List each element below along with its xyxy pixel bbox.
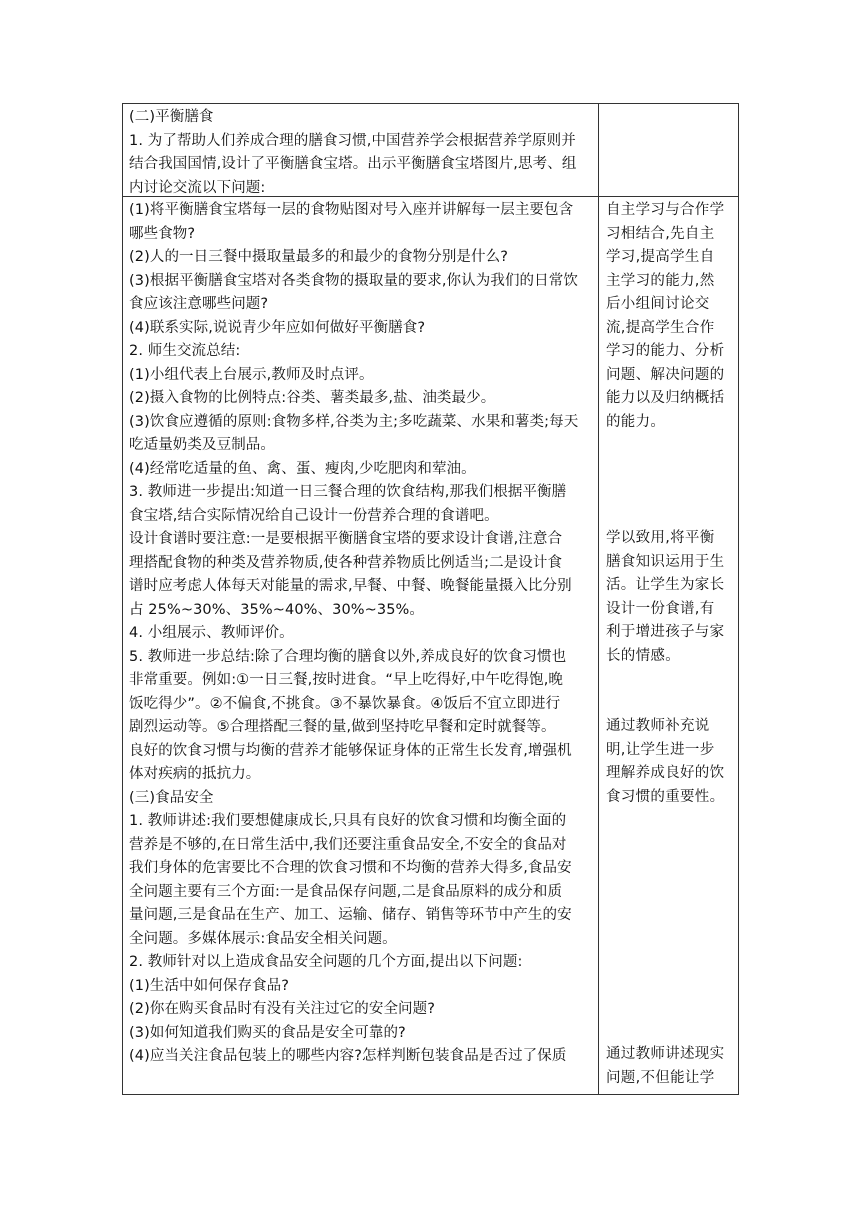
note-line: 流,提高学生合作 [606,319,715,336]
text-line: 体对疾病的抵抗力。 [129,766,261,782]
text-line: 营养是不够的,在日常生活中,我们还要注重食品安全,不安全的食品对 [129,836,567,853]
note-apply [606,527,724,668]
text-line: (3)如何知道我们购买的食品是安全可靠的? [129,1024,406,1041]
content-cell [123,104,599,196]
note-safety [606,1043,724,1090]
text-line: 良好的饮食习惯与均衡的营养才能够保证身体的正常生长发育,增强机 [129,742,572,759]
note-line: 后小组间讨论交 [606,296,710,312]
text-line: (3)根据平衡膳食宝塔对各类食物的摄取量的要求,你认为我们的日常饮 [129,272,578,289]
text-line: 结合我国国情,设计了平衡膳食宝塔。出示平衡膳食宝塔图片,思考、组 [129,156,577,172]
text-line: 全问题。多媒体展示:食品安全相关问题。 [129,930,397,947]
text-line: 剧烈运动等。⑤合理搭配三餐的量,做到坚持吃早餐和定时就餐等。 [129,719,556,735]
note-line: 设计一份食谱,有 [606,600,715,617]
note-line: 问题,不但能让学 [606,1069,715,1086]
note-line: 学习,提高学生自 [606,249,715,265]
note-line: 利于增进孩子与家 [606,624,725,640]
text-line: 内讨论交流以下问题: [129,179,266,196]
note-line: 明,让学生进一步 [606,741,715,758]
text-line: (4)经常吃适量的鱼、禽、蛋、瘦肉,少吃肥肉和荤油。 [129,460,476,477]
content-cell [123,197,599,1094]
text-line: (2)摄入食物的比例特点:谷类、薯类最多,盐、油类最少。 [129,390,496,406]
table-row [123,196,738,1094]
text-line: 哪些食物? [129,225,196,242]
lesson-table [122,103,739,1095]
note-line: 主学习的能力,然 [606,272,715,289]
note-line: 习相结合,先自主 [606,225,715,242]
note-line: 自主学习与合作学 [606,202,725,218]
text-line: 食宝塔,结合实际情况给自己设计一份营养合理的食谱吧。 [129,507,499,524]
note-line: 问题、解决问题的 [606,366,725,383]
text-line: 食应该注意哪些问题? [129,296,269,312]
text-line: (1)将平衡膳食宝塔每一层的食物贴图对号入座并讲解每一层主要包含 [129,202,574,218]
note-line: 膳食知识运用于生 [606,553,725,570]
text-line: (3)饮食应遵循的原则:食物多样,谷类为主;多吃蔬菜、水果和薯类;每天 [129,413,579,430]
text-line: 吃适量奶类及豆制品。 [129,437,275,453]
note-self-study [606,199,724,434]
note-line: 通过教师讲述现实 [606,1046,725,1062]
text-line: (2)人的一日三餐中摄取量最多的和最少的食物分别是什么? [129,249,509,265]
note-line: 学以致用,将平衡 [606,530,715,546]
text-line: 设计食谱时要注意:一是要根据平衡膳食宝塔的要求设计食谱,注意合 [129,531,563,547]
note-line: 长的情感。 [606,647,680,664]
text-line: 非常重要。例如:①一日三餐,按时进食。“早上吃得好,中午吃得饱,晚 [129,672,564,688]
note-line: 活。让学生为家长 [606,577,725,593]
text-line: (4)联系实际,说说青少年应如何做好平衡膳食? [129,319,426,336]
text-line: 2. 师生交流总结: [129,343,241,359]
notes-cell [599,104,738,196]
text-line: 理搭配食物的种类及营养物质,使各种营养物质比例适当;二是设计食 [129,554,563,571]
text-line: 饭吃得少”。②不偏食,不挑食。③不暴饮暴食。④饭后不宜立即进行 [129,695,561,712]
note-line: 理解养成良好的饮 [606,765,725,781]
note-line: 学习的能力、分析 [606,343,725,359]
text-line: 2. 教师针对以上造成食品安全问题的几个方面,提出以下问题: [129,954,523,970]
text-line: 3. 教师进一步提出:知道一日三餐合理的饮食结构,那我们根据平衡膳 [129,484,567,500]
note-line: 通过教师补充说 [606,718,710,734]
text-line: 1. 为了帮助人们养成合理的膳食习惯,中国营养学会根据营养学原则并 [129,132,576,149]
text-line: (4)应当关注食品包装上的哪些内容?怎样判断包装食品是否过了保质 [129,1048,567,1064]
text-line: 量问题,三是食品在生产、加工、运输、储存、销售等环节中产生的安 [129,907,572,923]
text-line: (二)平衡膳食 [129,109,214,125]
note-line: 能力以及归纳概括 [606,390,725,406]
text-line: 我们身体的危害要比不合理的饮食习惯和不均衡的营养大得多,食品安 [129,860,572,876]
table-row [123,104,738,196]
text-line: 全问题主要有三个方面:一是食品保存问题,二是食品原料的成分和质 [129,883,563,900]
note-habits [606,715,724,809]
text-line: (2)你在购买食品时有没有关注过它的安全问题? [129,1001,436,1017]
text-line: 5. 教师进一步总结:除了合理均衡的膳食以外,养成良好的饮食习惯也 [129,648,567,665]
note-line: 食习惯的重要性。 [606,788,725,805]
text-line: (1)小组代表上台展示,教师及时点评。 [129,366,374,383]
text-line: 谱时应考虑人体每天对能量的需求,早餐、中餐、晚餐能量摄入比分别 [129,578,572,594]
text-line: 占 25%~30%、35%~40%、30%~35%。 [129,601,425,618]
text-line: (1)生活中如何保存食品? [129,977,290,994]
note-line: 的能力。 [606,413,666,430]
text-line: 4. 小组展示、教师评价。 [129,625,294,641]
notes-cell [599,197,738,1094]
text-line: 1. 教师讲述:我们要想健康成长,只具有良好的饮食习惯和均衡全面的 [129,813,567,829]
text-line: (三)食品安全 [129,789,214,806]
